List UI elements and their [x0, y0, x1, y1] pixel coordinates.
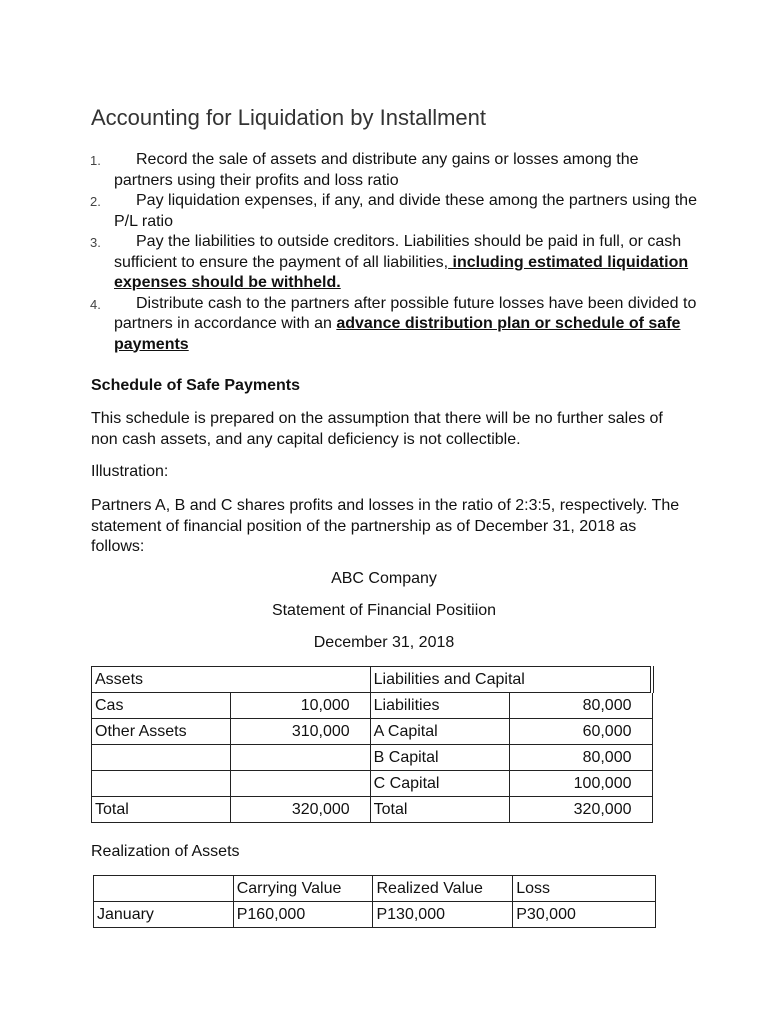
- step-item: [0, 232, 768, 294]
- asset-value: 310,000: [231, 719, 370, 745]
- liability-value: 60,000: [510, 719, 652, 745]
- column-header: Carrying Value: [233, 876, 373, 902]
- asset-label: Other Assets: [92, 719, 231, 745]
- balance-header-row: [92, 667, 653, 693]
- illustration-label: Illustration:: [91, 463, 169, 480]
- column-header: [94, 876, 234, 902]
- liability-label: Liabilities: [370, 693, 509, 719]
- table-row: [92, 745, 653, 771]
- liability-label: Total: [370, 797, 509, 823]
- liability-label: B Capital: [370, 745, 509, 771]
- realization-table: [93, 875, 656, 928]
- step-first-line: Pay liquidation expenses, if any, and divide these among the partners: [136, 192, 628, 209]
- company-name: ABC Company: [331, 570, 437, 587]
- partners-paragraph: Partners A, B and C shares profits and losses in the ratio of 2:3:5, respectively. The statement of financial position of the partnership as of December 31, 2018 as follows:: [91, 497, 680, 555]
- balance-sheet-table: [91, 666, 654, 823]
- liability-label: C Capital: [370, 771, 509, 797]
- liabilities-header: Liabilities and Capital: [370, 667, 652, 693]
- liability-value: 100,000: [510, 771, 652, 797]
- step-number: 2.: [90, 194, 101, 209]
- table-row: [92, 797, 653, 823]
- assets-header: Assets: [92, 667, 371, 693]
- step-number: 4.: [90, 296, 101, 312]
- asset-value: 320,000: [231, 797, 370, 823]
- column-header: Loss: [513, 876, 656, 902]
- asset-label: [92, 771, 231, 797]
- step-continuation: using the P/L ratio: [114, 192, 697, 230]
- section-heading: Schedule of Safe Payments: [91, 377, 300, 394]
- document-title: Accounting for Liquidation by Installment: [91, 105, 487, 130]
- asset-label: Cas: [92, 693, 231, 719]
- realization-heading: Realization of Assets: [91, 843, 240, 860]
- step-first-line: Record the sale of assets and distribute any gains or losses among: [136, 151, 612, 168]
- asset-value: [231, 745, 370, 771]
- statement-title: Statement of Financial Positiion: [271, 602, 497, 619]
- step-item: [0, 150, 768, 191]
- table-cell: P130,000: [373, 902, 513, 928]
- table-cell: January: [94, 902, 234, 928]
- step-continuation: divided to partners in accordance with an: [114, 294, 697, 332]
- table-cell: P30,000: [513, 902, 656, 928]
- liability-value: 80,000: [510, 693, 652, 719]
- step-number: 1.: [90, 153, 101, 168]
- liability-value: 320,000: [510, 797, 652, 823]
- step-emphasis: including estimated liquidation expenses should be withheld.: [114, 253, 689, 291]
- table-row: [92, 693, 653, 719]
- step-item: [0, 191, 768, 232]
- asset-label: Total: [92, 797, 231, 823]
- column-header: Realized Value: [373, 876, 513, 902]
- step-first-line: Pay the liabilities to outside creditors. Liabilities should be paid in full,: [136, 233, 625, 250]
- asset-value: [231, 771, 370, 797]
- statement-date: December 31, 2018: [313, 634, 455, 651]
- assumption-paragraph: This schedule is prepared on the assumption that there will be no further sales of non cash assets, and any capital deficiency is not collectible.: [91, 410, 663, 448]
- step-first-line: Distribute cash to the partners after possible future losses have been: [136, 294, 624, 312]
- liability-label: A Capital: [370, 719, 509, 745]
- liquidation-steps-list: [0, 150, 768, 355]
- liability-value: 80,000: [510, 745, 652, 771]
- step-continuation: the partners using their profits and loss ratio: [114, 151, 639, 189]
- table-row: [92, 771, 653, 797]
- table-row: [94, 902, 656, 928]
- realization-header-row: [94, 876, 656, 902]
- step-emphasis: advance distribution plan or schedule of safe payments: [114, 315, 681, 353]
- table-cell: P160,000: [233, 902, 373, 928]
- step-continuation: or cash sufficient to ensure the payment of all liabilities,: [114, 233, 682, 271]
- asset-value: 10,000: [231, 693, 370, 719]
- table-row: [92, 719, 653, 745]
- step-item: [0, 294, 768, 356]
- step-number: 3.: [90, 235, 101, 250]
- asset-label: [92, 745, 231, 771]
